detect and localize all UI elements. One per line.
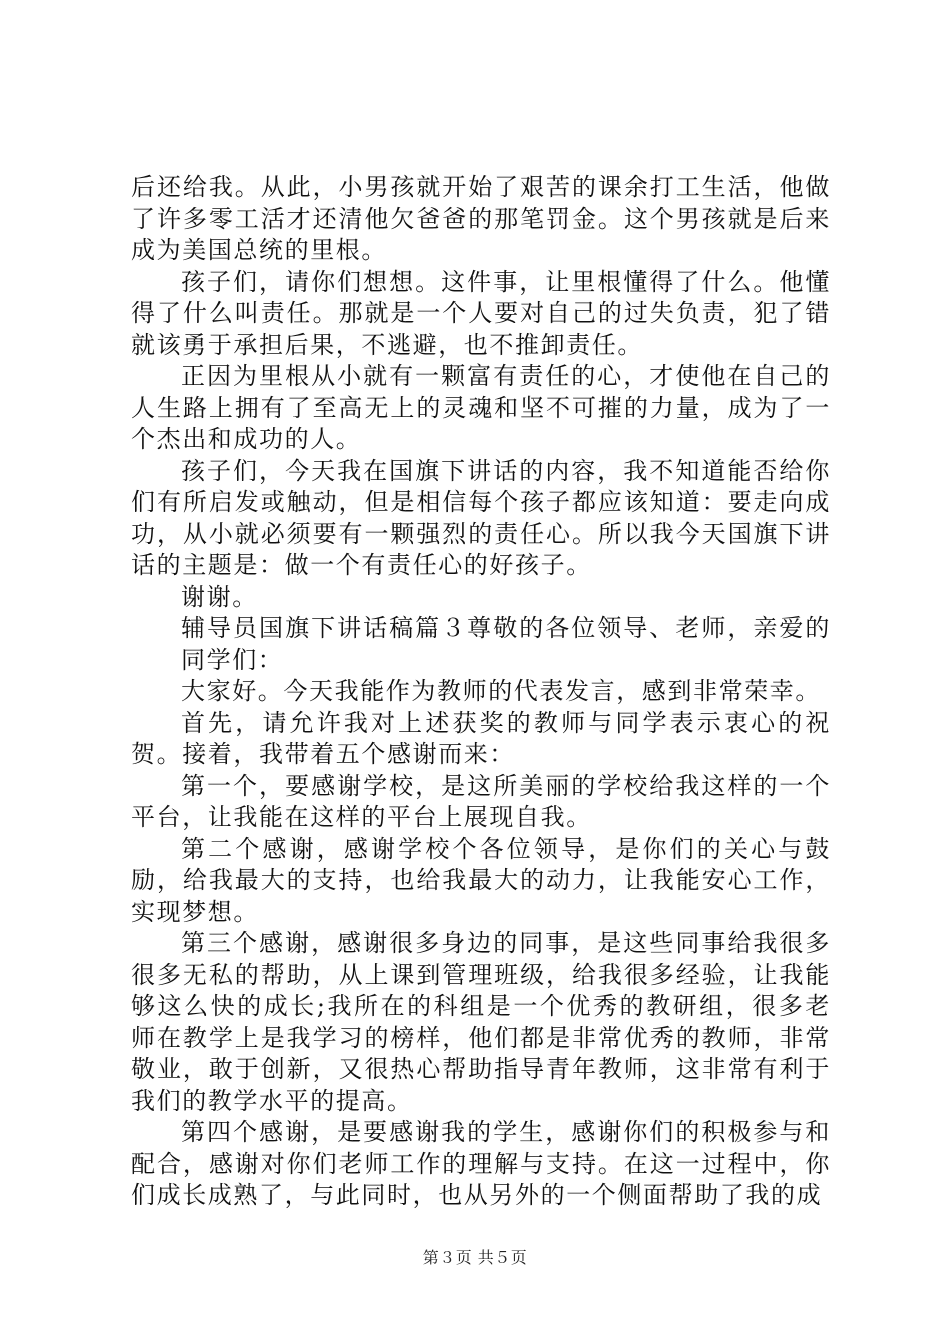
paragraph-thanks: 谢谢。 (181, 582, 258, 611)
paragraph-reagan-lesson: 孩子们，请你们想想。这件事，让里根懂得了什么。他懂得了什么叫责任。那就是一个人要对自己的过失负责，犯了错就该勇于承担后果，不逃避，也不推卸责任。 (131, 267, 831, 359)
paragraph-thanks-school: 第一个，要感谢学校，是这所美丽的学校给我这样的一个平台，让我能在这样的平台上展现自我。 (131, 771, 831, 831)
paragraph-thanks-students: 第四个感谢，是要感谢我的学生，感谢你们的积极参与和配合，感谢对你们老师工作的理解与支持。在这一过程中，你们成长成熟了，与此同时，也从另外的一个侧面帮助了我的成 (131, 1118, 831, 1209)
paragraph-speech-heading: 辅导员国旗下讲话稿篇３尊敬的各位领导、老师，亲爱的同学们： (181, 614, 831, 674)
document-body (131, 172, 831, 1212)
page-number-footer: 第３页 共５页 (422, 1248, 528, 1267)
paragraph-reagan-success: 正因为里根从小就有一颗富有责任的心，才使他在自己的人生路上拥有了至高无上的灵魂和坚不可摧的力量，成为了一个杰出和成功的人。 (131, 362, 831, 453)
paragraph-thanks-colleagues: 第三个感谢，感谢很多身边的同事，是这些同事给我很多很多无私的帮助，从上课到管理班级，给我很多经验，让我能够这么快的成长;我所在的科组是一个优秀的教研组，很多老师在教学上是我学习的榜样，他们都是非常优秀的教师，非常敬业，敢于创新，又很热心帮助指导青年教师，这非常有利于我们的教学水平的提高。 (131, 929, 831, 1115)
paragraph-speech-theme: 孩子们，今天我在国旗下讲话的内容，我不知道能否给你们有所启发或触动，但是相信每个孩子都应该知道：要走向成功，从小就必须要有一颗强烈的责任心。所以我今天国旗下讲话的主题是：做一个有责任心的好孩子。 (131, 456, 831, 579)
paragraph-continuation: 后还给我。从此，小男孩就开始了艰苦的课余打工生活，他做了许多零工活才还清他欠爸爸的那笔罚金。这个男孩就是后来成为美国总统的里根。 (131, 173, 831, 264)
paragraph-greeting: 大家好。今天我能作为教师的代表发言，感到非常荣幸。 (181, 677, 821, 705)
paragraph-thanks-leaders: 第二个感谢，感谢学校个各位领导，是你们的关心与鼓励，给我最大的支持，也给我最大的动力，让我能安心工作，实现梦想。 (131, 834, 831, 926)
paragraph-congratulations: 首先，请允许我对上述获奖的教师与同学表示衷心的祝贺。接着，我带着五个感谢而来： (131, 708, 831, 768)
